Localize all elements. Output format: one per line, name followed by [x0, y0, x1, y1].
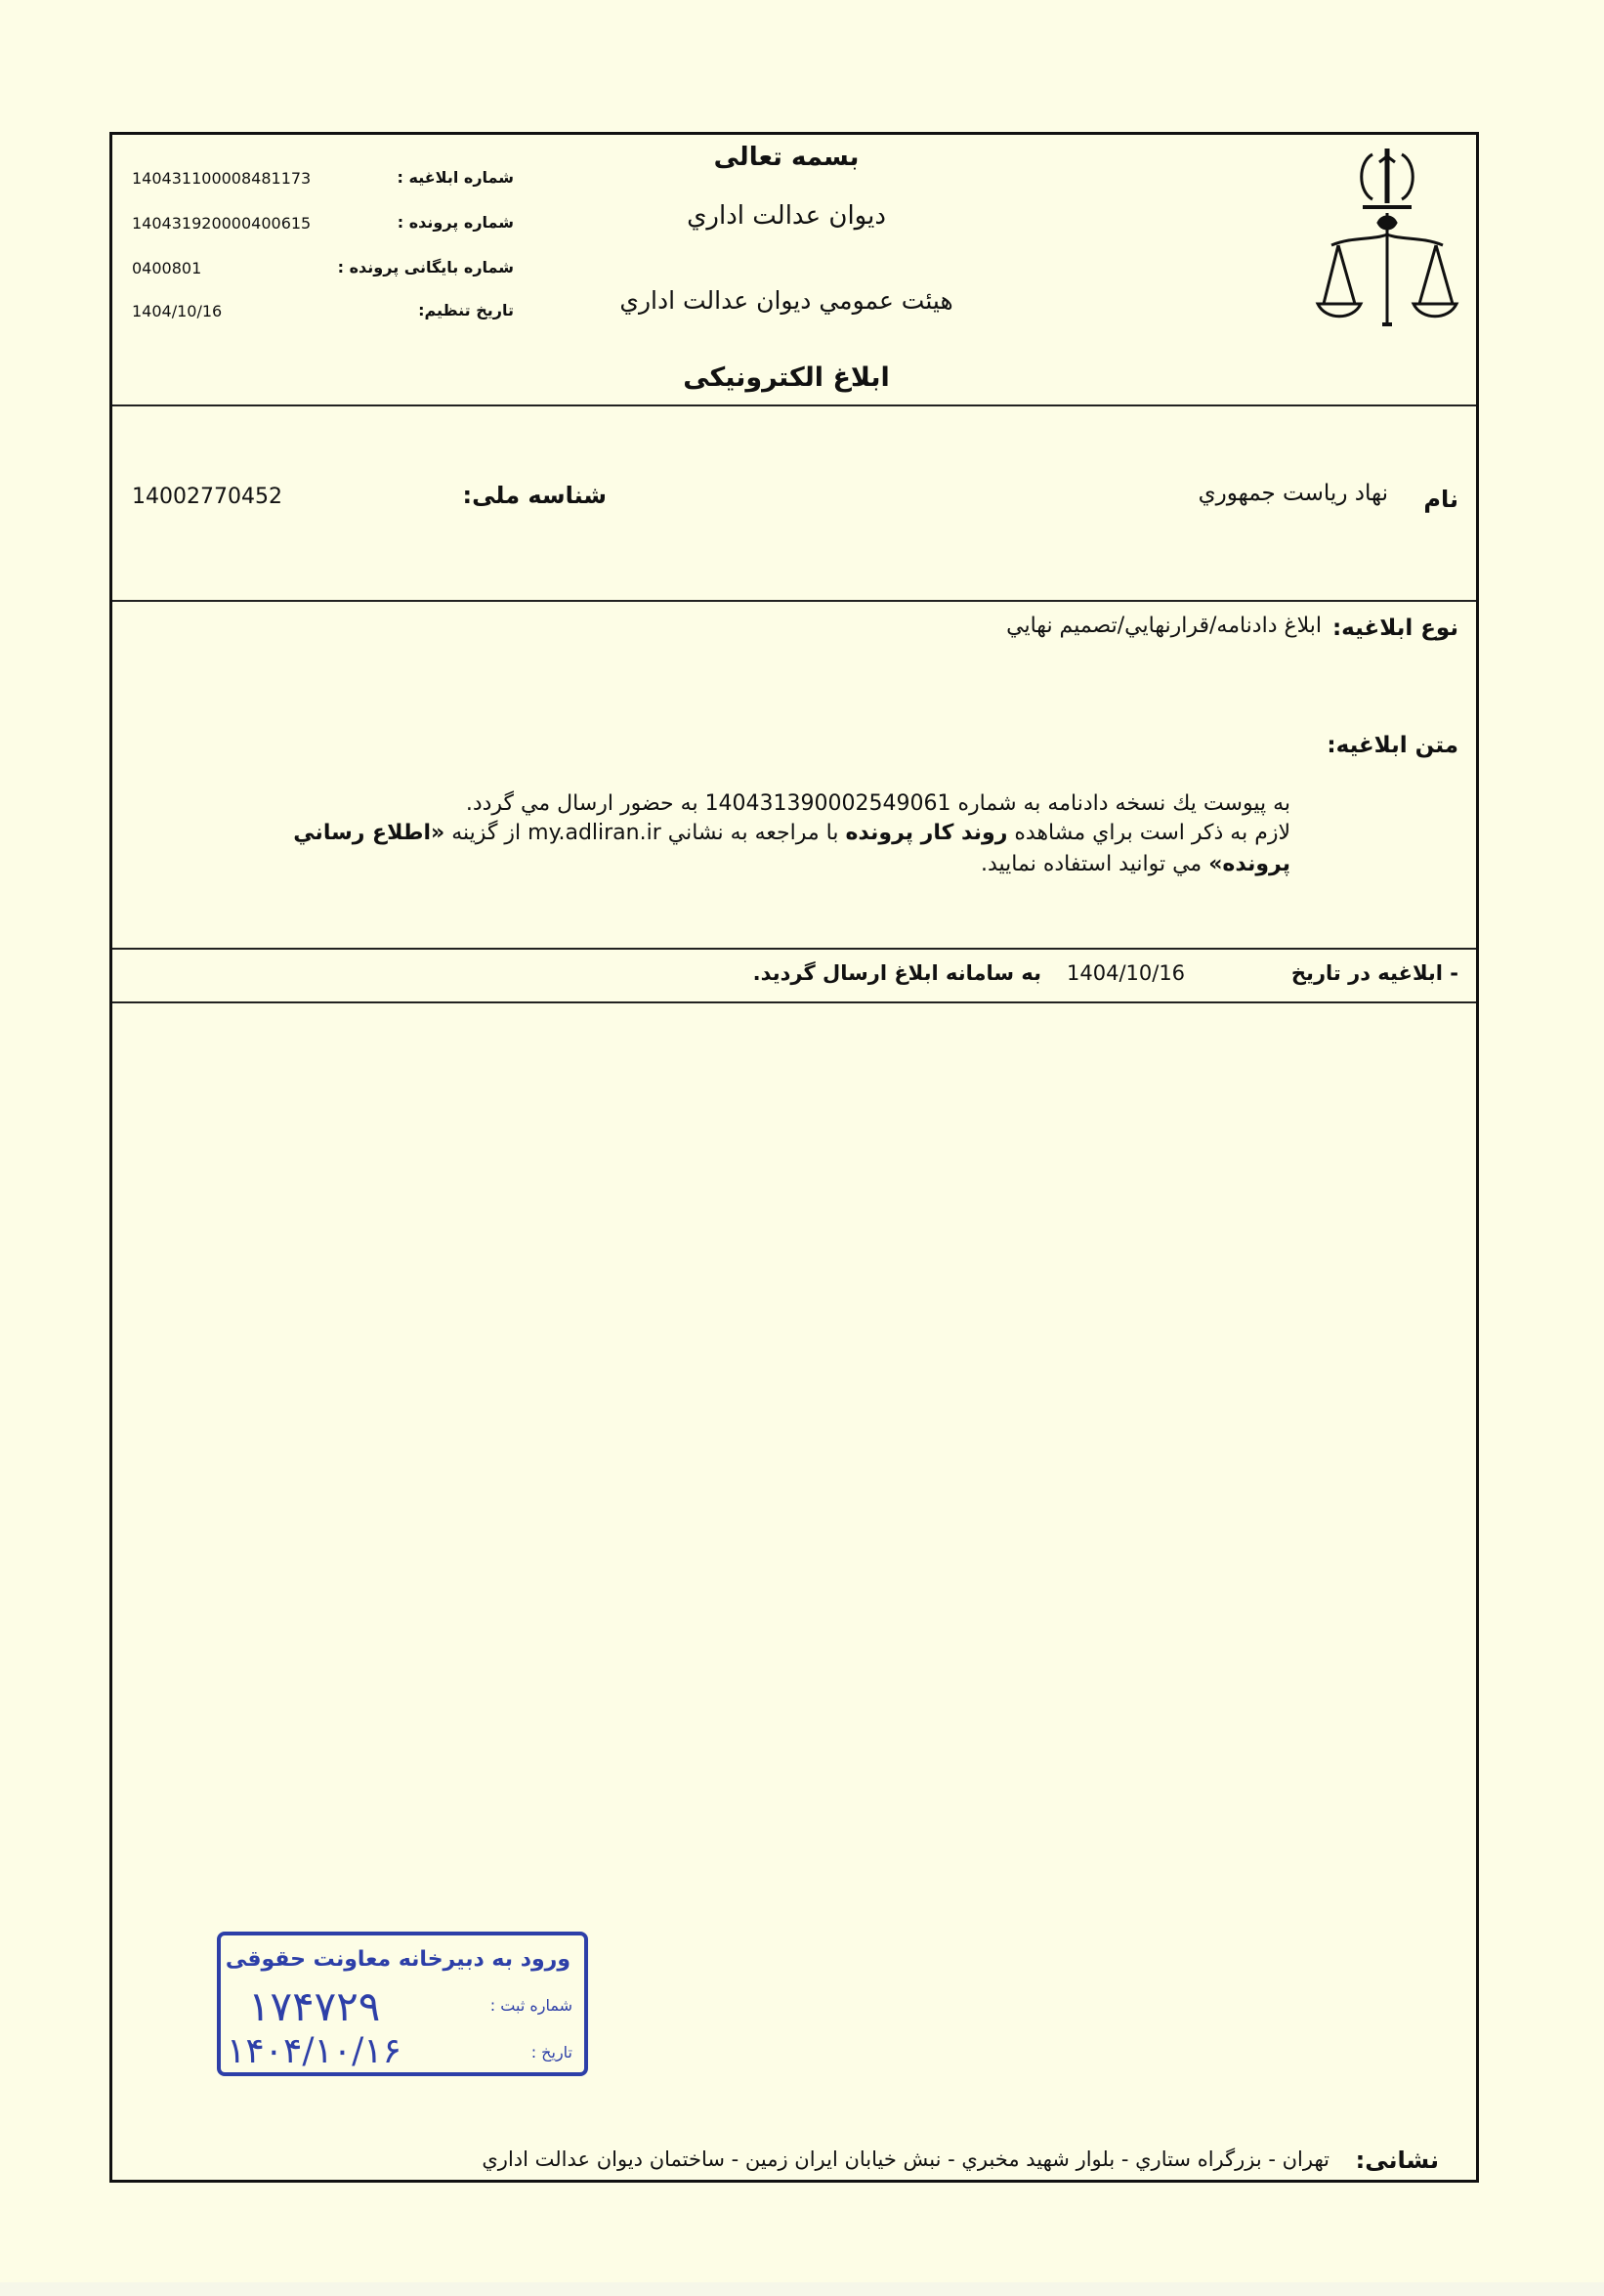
case-info-option: «اطلاع رساني [293, 821, 445, 845]
sent-date: 1404/10/16 [1067, 961, 1186, 985]
case-number-label: شماره پرونده : [397, 213, 514, 232]
sent-prefix: - ابلاغیه در تاریخ [1290, 961, 1458, 985]
notice-text-line1: به پیوست یك نسخه دادنامه به شماره 140431390002549061 به حضور ارسال مي گردد. [465, 791, 1290, 816]
notice-number-value: 140431100008481173 [132, 169, 312, 188]
national-id-label: شناسه ملی: [462, 482, 607, 509]
recipient-name-value: نهاد رياست جمهوري [1198, 481, 1388, 506]
notice-line2-start: لازم به ذکر است براي مشاهده [1014, 821, 1290, 845]
scan-edge [0, 2282, 1604, 2296]
emblem-icon [1314, 143, 1460, 455]
notice-number-label: شماره ابلاغیه : [397, 168, 514, 187]
notice-line3-end: مي توانید استفاده نمایید. [981, 852, 1203, 876]
address-value: تهران - بزرگراه ستاري - بلوار شهید مخبري - نبش خیابان ایران زمین - ساختمان ديوان عدالت اداري [482, 2147, 1330, 2171]
stamp-title: ورود به دبیرخانه معاونت حقوقی [225, 1947, 570, 1972]
notice-text-label: متن ابلاغیه: [1327, 733, 1458, 758]
divider [112, 1001, 1476, 1003]
notice-type-label: نوع ابلاغیه: [1331, 616, 1458, 641]
case-info-option-end: پرونده» [1208, 852, 1290, 876]
address-label: نشانی: [1355, 2147, 1439, 2174]
issue-date-label: تاریخ تنظیم: [418, 301, 514, 319]
national-id-value: 14002770452 [132, 485, 282, 509]
board-name: هیئت عمومي ديوان عدالت اداري [619, 286, 953, 315]
notice-type-value: ابلاغ دادنامه/قرارنهايي/تصميم نهايي [1006, 614, 1322, 638]
page-title: ابلاغ الکترونیکی [683, 362, 890, 393]
notice-text-line3 [981, 852, 1290, 876]
sent-suffix: به سامانه ابلاغ ارسال گردید. [752, 961, 1041, 985]
registration-stamp [217, 1932, 588, 2076]
recipient-name-label: نام [1423, 486, 1458, 513]
case-number-value: 140431920000400615 [132, 214, 312, 233]
issue-date-value: 1404/10/16 [132, 302, 223, 320]
stamp-reg-label: شماره ثبت : [489, 1996, 572, 2015]
case-progress-link: روند کار پرونده [845, 821, 1008, 845]
stamp-date-value: ۱۴۰۴/۱۰/۱۶ [227, 2031, 401, 2071]
stamp-date-label: تاریخ : [530, 2043, 572, 2062]
document-frame [109, 132, 1479, 2183]
notice-text-line2 [293, 821, 1290, 845]
divider [112, 600, 1476, 602]
stamp-reg-value: ۱۷۴۷۲۹ [248, 1982, 381, 2030]
divider [112, 404, 1476, 406]
archive-number-label: شماره بایگانی پرونده : [337, 258, 514, 276]
archive-number-value: 0400801 [132, 259, 202, 277]
divider [112, 948, 1476, 950]
notice-line2-middle: با مراجعه به نشاني my.adliran.ir از گزینه [451, 821, 839, 845]
court-name: ديوان عدالت اداري [687, 201, 886, 231]
bismillah: بسمه تعالی [713, 143, 860, 172]
